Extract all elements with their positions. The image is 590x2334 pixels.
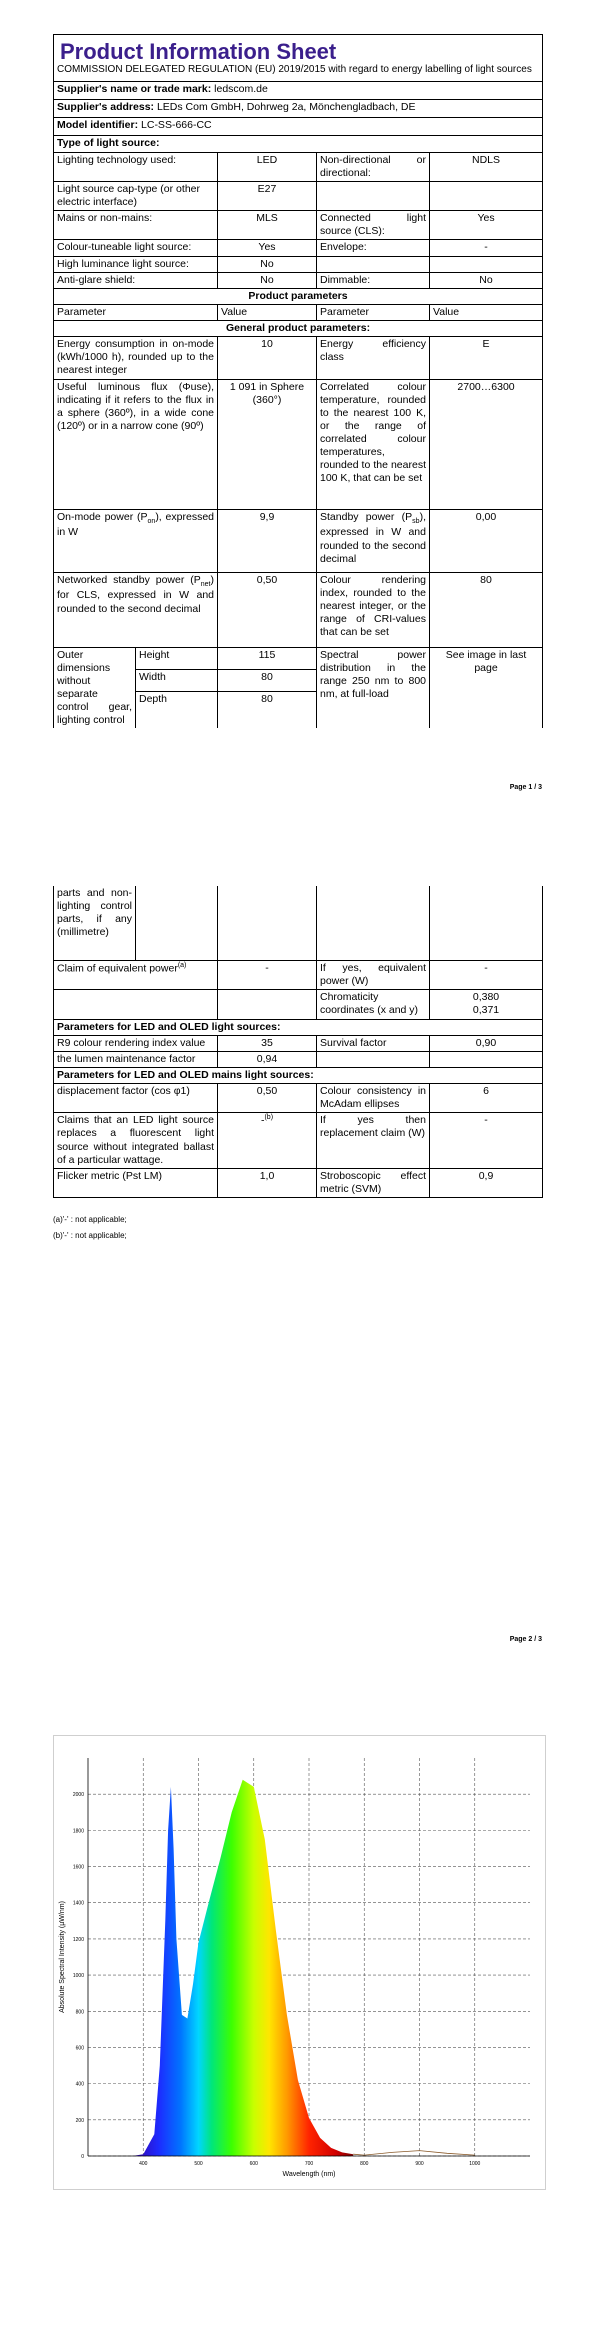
on-mode-power-label	[54, 509, 218, 572]
row-claim-equivalent	[54, 961, 543, 990]
row-anti-glare	[54, 272, 543, 288]
info-table-page-1	[53, 34, 543, 728]
spectrum-tail-line	[353, 2151, 475, 2156]
y-tick-label: 1000	[72, 1973, 84, 1980]
column-header-row	[54, 304, 543, 320]
empty-cell	[136, 886, 218, 961]
cls-value: Yes	[430, 211, 543, 240]
y-tick-label: 400	[75, 2081, 84, 2088]
area-layer	[132, 1780, 475, 2156]
cri-label: Colour rendering index, rounded to the nearest integer, or the range of CRI-values that can be set	[317, 572, 430, 647]
width-label: Width	[136, 669, 218, 691]
energy-class-label: Energy efficiency class	[317, 337, 430, 379]
equivalent-power-value: -	[430, 961, 543, 990]
row-energy-consumption	[54, 337, 543, 379]
standby-power-text: Standby power (P	[320, 510, 413, 523]
row-flicker	[54, 1168, 543, 1197]
energy-consumption-value: 10	[218, 337, 317, 379]
stroboscopic-value: 0,9	[430, 1168, 543, 1197]
flicker-metric-label: Flicker metric (Pst LM)	[54, 1168, 218, 1197]
row-cap-type	[54, 181, 543, 210]
row-on-mode-power	[54, 509, 543, 572]
fluorescent-claim-value	[218, 1113, 317, 1169]
page-number-1: Page 1 / 3	[509, 784, 542, 791]
y-tick-label: 800	[75, 2009, 84, 2016]
general-parameters-heading: General product parameters:	[54, 321, 543, 337]
mains-label: Mains or non-mains:	[54, 211, 218, 240]
row-high-luminance	[54, 256, 543, 272]
empty-cell	[317, 886, 430, 961]
supplier-name-value: ledscom.de	[214, 82, 268, 95]
x-tick-label: 600	[249, 2161, 258, 2167]
on-mode-subscript: on	[147, 517, 156, 525]
empty-cell	[430, 1051, 543, 1067]
outer-dimensions-label: Outer dimensions without separate control gear, lighting control	[54, 647, 136, 728]
footnote-b: (b)'-' : not applicable;	[53, 1231, 127, 1240]
row-displacement	[54, 1084, 543, 1113]
on-mode-power-text: On-mode power (P	[57, 510, 148, 523]
supplier-address-value: LEDs Com GmbH, Dohrweg 2a, Mönchengladbach, DE	[156, 100, 416, 113]
dimmable-value: No	[430, 272, 543, 288]
envelope-value: -	[430, 240, 543, 256]
fluorescent-claim-label: Claims that an LED light source replaces a fluorescent light source without integrated ballast of a particular wattage.	[54, 1113, 218, 1169]
x-tick-label: 800	[360, 2161, 369, 2167]
y-tick-label: 1800	[72, 1828, 84, 1835]
supplier-name-row	[54, 81, 543, 99]
supplier-address-row	[54, 99, 543, 117]
row-lighting-technology	[54, 152, 543, 181]
empty-cell	[430, 886, 543, 961]
row-networked-standby	[54, 572, 543, 647]
directional-label: Non-directional or directional:	[317, 152, 430, 181]
energy-class-value: E	[430, 337, 543, 379]
on-mode-power-value: 9,9	[218, 509, 317, 572]
colour-tuneable-label: Colour-tuneable light source:	[54, 240, 218, 256]
colour-consistency-label: Colour consistency in McAdam ellipses	[317, 1084, 430, 1113]
on-mode-power-text-end: ), expressed in W	[57, 510, 214, 539]
networked-standby-label	[54, 572, 218, 647]
empty-cell	[430, 181, 543, 210]
cls-label: Connected light source (CLS):	[317, 211, 430, 240]
replacement-claim-value: -	[430, 1113, 543, 1169]
empty-cell	[218, 886, 317, 961]
y-tick-label: 200	[75, 2117, 84, 2124]
fluorescent-claim-dash: -	[260, 1114, 265, 1127]
lumen-maintenance-label: the lumen maintenance factor	[54, 1051, 218, 1067]
row-mains	[54, 211, 543, 240]
claim-equivalent-label	[54, 961, 218, 990]
r9-value: 35	[218, 1035, 317, 1051]
y-tick-label: 1600	[72, 1864, 84, 1871]
empty-cell	[218, 990, 317, 1019]
dimmable-label: Dimmable:	[317, 272, 430, 288]
chromaticity-label: Chromaticity coordinates (x and y)	[317, 990, 430, 1019]
x-tick-label: 1000	[469, 2161, 481, 2167]
claim-equivalent-text: Claim of equivalent power	[57, 962, 178, 975]
standby-subscript: sb	[412, 517, 420, 525]
y-tick-label: 600	[75, 2045, 84, 2052]
row-chromaticity	[54, 990, 543, 1019]
info-table-page-2	[53, 886, 543, 1198]
displacement-factor-value: 0,50	[218, 1084, 317, 1113]
y-tick-label: 0	[81, 2154, 84, 2160]
cct-label: Correlated colour temperature, rounded to the nearest 100 K, or the range of correlated colour temperatures, rounded to the nearest 100 K, that can be set	[317, 379, 430, 509]
displacement-factor-label: displacement factor (cos φ1)	[54, 1084, 218, 1113]
y-tick-label: 2000	[72, 1792, 84, 1799]
model-identifier-value: LC-SS-666-CC	[141, 118, 212, 131]
row-fluorescent-claim	[54, 1113, 543, 1169]
x-tick-label: 500	[194, 2161, 203, 2167]
empty-cell	[54, 990, 218, 1019]
y-axis-label: Absolute Spectral Intensity (µW/nm)	[59, 1901, 66, 2013]
empty-cell	[317, 1051, 430, 1067]
product-parameters-heading: Product parameters	[54, 288, 543, 304]
light-source-heading: Type of light source:	[54, 135, 543, 152]
luminous-flux-label: Useful luminous flux (Φuse), indicating if it refers to the flux in a sphere (360º), in a wide cone (120º) or in a narrow cone (90º)	[54, 379, 218, 509]
column-header-value: Value	[218, 304, 317, 320]
footnote-marker-b: (b)	[264, 1114, 274, 1122]
y-tick-label: 1200	[72, 1936, 84, 1943]
lighting-technology-value: LED	[218, 152, 317, 181]
anti-glare-value: No	[218, 272, 317, 288]
row-r9	[54, 1035, 543, 1051]
chromaticity-x: 0,380	[472, 991, 500, 1004]
height-label: Height	[136, 647, 218, 669]
energy-consumption-label: Energy consumption in on-mode (kWh/1000 h), rounded up to the nearest integer	[54, 337, 218, 379]
product-information-sheet	[53, 34, 542, 728]
colour-tuneable-value: Yes	[218, 240, 317, 256]
x-tick-label: 700	[304, 2161, 314, 2167]
chromaticity-value	[430, 990, 543, 1019]
luminous-flux-value: 1 091 in Sphere (360°)	[218, 379, 317, 509]
row-lumen-maintenance	[54, 1051, 543, 1067]
r9-label: R9 colour rendering index value	[54, 1035, 218, 1051]
x-axis-label: Wavelength (nm)	[282, 2171, 336, 2178]
empty-cell	[430, 256, 543, 272]
high-luminance-label: High luminance light source:	[54, 256, 218, 272]
row-outer-dimensions	[54, 647, 543, 669]
spectrum-svg	[54, 1736, 545, 2189]
grid-layer	[88, 1758, 530, 2156]
row-luminous-flux	[54, 379, 543, 509]
height-value: 115	[218, 647, 317, 669]
empty-cell	[317, 256, 430, 272]
depth-value: 80	[218, 692, 317, 729]
width-value: 80	[218, 669, 317, 691]
standby-power-value: 0,00	[430, 509, 543, 572]
led-parameters-heading: Parameters for LED and OLED light sources:	[54, 1019, 543, 1035]
survival-factor-value: 0,90	[430, 1035, 543, 1051]
mains-value: MLS	[218, 211, 317, 240]
x-tick-label: 900	[415, 2161, 424, 2167]
info-table-page-2-wrap	[53, 886, 542, 1198]
lumen-maintenance-value: 0,94	[218, 1051, 317, 1067]
spectral-distribution-value: See image in last page	[430, 647, 543, 728]
supplier-address-label: Supplier's address:	[57, 100, 155, 113]
spectrum-area	[132, 1780, 353, 2156]
equivalent-power-label: If yes, equivalent power (W)	[317, 961, 430, 990]
chromaticity-y: 0,371	[472, 1004, 500, 1017]
lighting-technology-label: Lighting technology used:	[54, 152, 218, 181]
replacement-claim-label: If yes then replacement claim (W)	[317, 1113, 430, 1169]
spectral-distribution-label: Spectral power distribution in the range 250 nm to 800 nm, at full-load	[317, 647, 430, 728]
survival-factor-label: Survival factor	[317, 1035, 430, 1051]
standby-power-label	[317, 509, 430, 572]
page-title: Product Information Sheet	[60, 39, 337, 64]
row-colour-tuneable	[54, 240, 543, 256]
networked-standby-text: Networked standby power (P	[57, 573, 201, 586]
model-identifier-row	[54, 117, 543, 135]
x-tick-label: 400	[139, 2161, 148, 2167]
high-luminance-value: No	[218, 256, 317, 272]
footnote-a: (a)'-' : not applicable;	[53, 1215, 127, 1224]
envelope-label: Envelope:	[317, 240, 430, 256]
networked-standby-value: 0,50	[218, 572, 317, 647]
cap-type-label: Light source cap-type (or other electric interface)	[54, 181, 218, 210]
page-number-2: Page 2 / 3	[509, 1636, 542, 1643]
cri-value: 80	[430, 572, 543, 647]
title-block	[54, 35, 543, 82]
dimensions-continued-label: parts and non-lighting control parts, if any (millimetre)	[54, 886, 136, 961]
networked-standby-text-end: ) for CLS, expressed in W and rounded to the second decimal	[57, 573, 214, 615]
column-header-value: Value	[430, 304, 543, 320]
standby-power-text-end: ), expressed in W and rounded to the second decimal	[320, 510, 426, 565]
claim-equivalent-value: -	[218, 961, 317, 990]
spectral-distribution-chart	[53, 1735, 546, 2190]
directional-value: NDLS	[430, 152, 543, 181]
cct-value: 2700…6300	[430, 379, 543, 509]
mains-parameters-heading: Parameters for LED and OLED mains light sources:	[54, 1067, 543, 1083]
empty-cell	[317, 181, 430, 210]
y-tick-label: 1400	[72, 1900, 84, 1907]
stroboscopic-label: Stroboscopic effect metric (SVM)	[317, 1168, 430, 1197]
networked-subscript: net	[200, 580, 211, 588]
footnote-marker-a: (a)	[177, 962, 187, 969]
depth-label: Depth	[136, 692, 218, 729]
column-header-parameter: Parameter	[54, 304, 218, 320]
colour-consistency-value: 6	[430, 1084, 543, 1113]
model-identifier-label: Model identifier:	[57, 118, 139, 131]
supplier-name-label: Supplier's name or trade mark:	[57, 82, 212, 95]
flicker-metric-value: 1,0	[218, 1168, 317, 1197]
regulation-text: COMMISSION DELEGATED REGULATION (EU) 2019/2015 with regard to energy labelling of light sources	[57, 64, 532, 76]
anti-glare-label: Anti-glare shield:	[54, 272, 218, 288]
cap-type-value: E27	[218, 181, 317, 210]
column-header-parameter: Parameter	[317, 304, 430, 320]
row-dimensions-continued	[54, 886, 543, 961]
